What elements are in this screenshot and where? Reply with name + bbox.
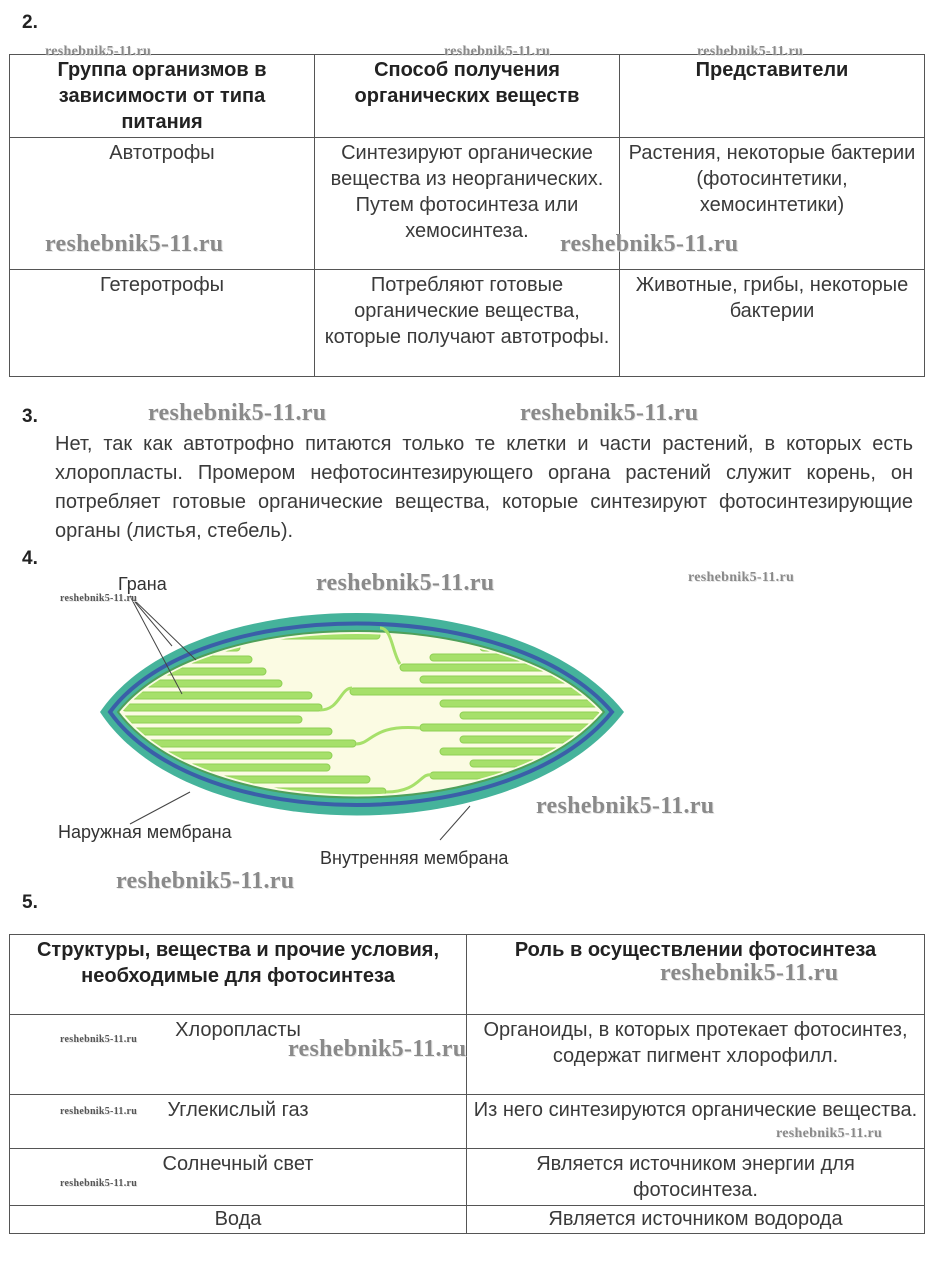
table5-cell: Хлоропласты	[10, 1015, 467, 1095]
table5-cell: Органоиды, в которых протекает фотосинтез, содержат пигмент хлорофилл.	[467, 1015, 925, 1095]
watermark: reshebnik5-11.ru	[116, 868, 295, 894]
table-row	[10, 1015, 925, 1095]
watermark: reshebnik5-11.ru	[316, 570, 495, 596]
table2-cell: Растения, некоторые бактерии (фотосинтетики, хемосинтетики)	[620, 138, 925, 270]
watermark: reshebnik5-11.ru	[520, 400, 699, 426]
watermark: reshebnik5-11.ru	[60, 1034, 138, 1045]
watermark: reshebnik5-11.ru	[60, 1106, 138, 1117]
table-row	[10, 270, 925, 377]
table2-cell: Гетеротрофы	[10, 270, 315, 377]
section-number-3: 3.	[22, 406, 38, 427]
table2-cell: Животные, грибы, некоторые бактерии	[620, 270, 925, 377]
watermark: reshebnik5-11.ru	[560, 231, 739, 257]
table5-cell: Является источником водорода	[467, 1206, 925, 1234]
table5-cell: Солнечный свет	[10, 1149, 467, 1206]
watermark: reshebnik5-11.ru	[288, 1036, 467, 1062]
table-row	[10, 1206, 925, 1234]
watermark: reshebnik5-11.ru	[688, 570, 795, 585]
watermark: reshebnik5-11.ru	[148, 400, 327, 426]
nutrition-types-table	[9, 54, 925, 377]
section-number-4: 4.	[22, 548, 38, 569]
table2-header-group: Группа организмов в зависимости от типа питания	[10, 55, 315, 138]
table5-cell: Из него синтезируются органические вещества.	[467, 1095, 925, 1149]
label-inner-membrane: Внутренняя мембрана	[320, 848, 509, 868]
watermark: reshebnik5-11.ru	[536, 793, 715, 819]
table-row	[10, 1149, 925, 1206]
watermark: reshebnik5-11.ru	[60, 1178, 138, 1189]
label-grana: Грана	[118, 574, 167, 594]
table5-cell: Углекислый газ	[10, 1095, 467, 1149]
table2-cell: Потребляют готовые органические вещества, которые получают автотрофы.	[315, 270, 620, 377]
table5-cell: Является источником энергии для фотосинтеза.	[467, 1149, 925, 1206]
watermark: reshebnik5-11.ru	[776, 1126, 883, 1141]
section-number-5: 5.	[22, 892, 38, 913]
table5-header-role: Роль в осуществлении фотосинтеза	[467, 935, 925, 1015]
answer-3-text: Нет, так как автотрофно питаются только те клетки и части растений, в которых есть хлоропласты. Промером нефотосинтезирующего органа растений служит корень, он потребляет готовые органические вещества, которые синтезируют фотосинтезирующие органы (листья, стебель).	[55, 433, 913, 542]
section-number-2: 2.	[22, 12, 38, 33]
watermark: reshebnik5-11.ru	[444, 44, 551, 59]
table2-header-representatives: Представители	[620, 55, 925, 138]
watermark: reshebnik5-11.ru	[45, 231, 224, 257]
watermark: reshebnik5-11.ru	[45, 44, 152, 59]
watermark: reshebnik5-11.ru	[660, 960, 839, 986]
table5-header-structures: Структуры, вещества и прочие условия, необходимые для фотосинтеза	[10, 935, 467, 1015]
table2-cell: Синтезируют органические вещества из неорганических. Путем фотосинтеза или хемосинтеза.	[315, 138, 620, 270]
watermark: reshebnik5-11.ru	[60, 593, 138, 604]
table5-cell: Вода	[10, 1206, 467, 1234]
watermark: reshebnik5-11.ru	[697, 44, 804, 59]
table2-header-method: Способ получения органических веществ	[315, 55, 620, 138]
table2-cell: Автотрофы	[10, 138, 315, 270]
label-outer-membrane: Наружная мембрана	[58, 822, 232, 842]
